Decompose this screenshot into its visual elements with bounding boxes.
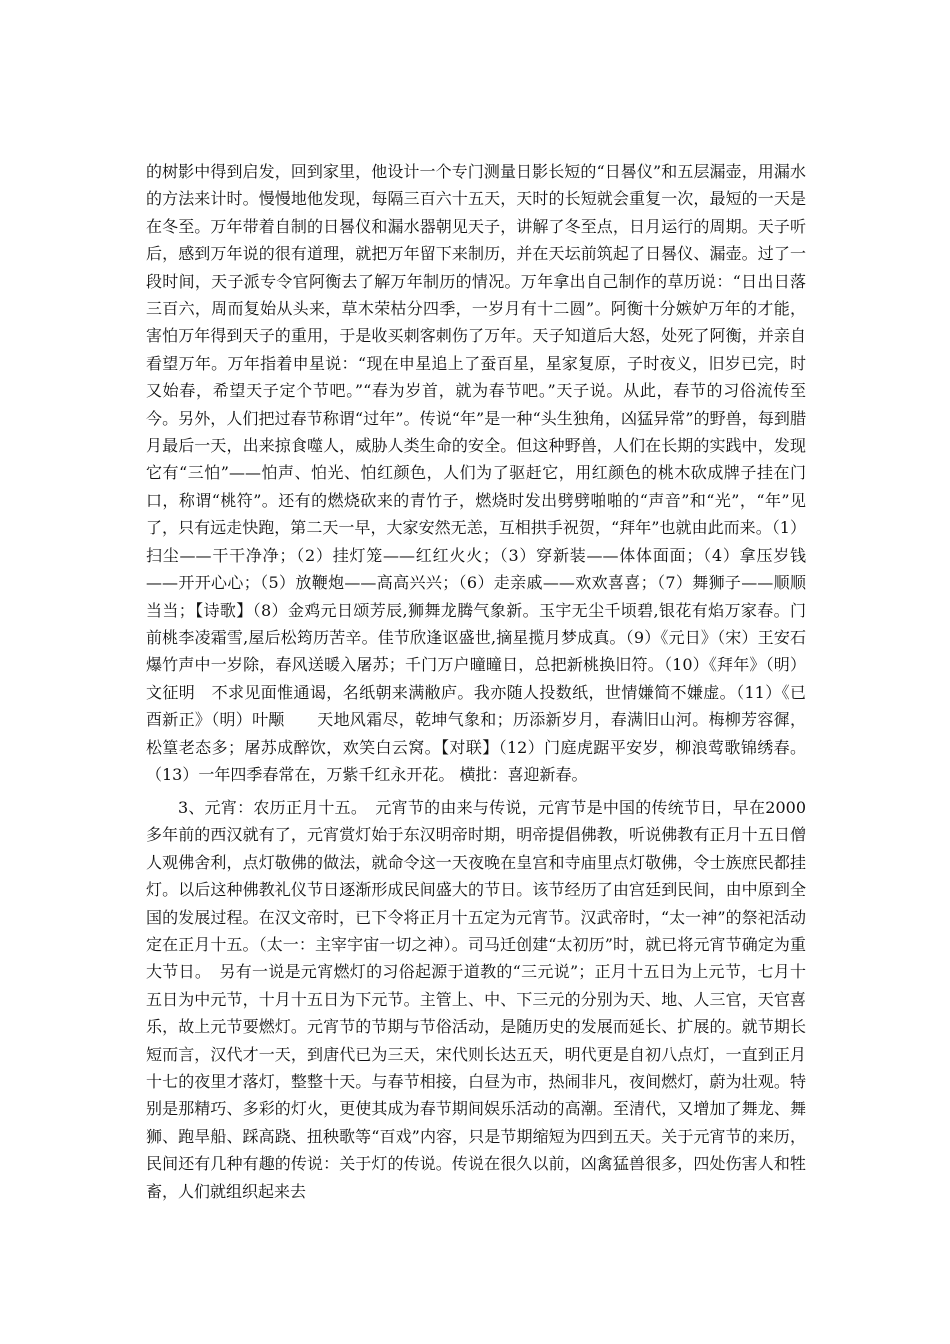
- paragraph-lantern-festival: 3、元宵：农历正月十五。 元宵节的由来与传说，元宵节是中国的传统节日，早在2000多年前的西汉就有了，元宵赏灯始于东汉明帝时期，明帝提倡佛教，听说佛教有正月十五日僧人观佛舍利，点灯敬佛的做法，就命令这一天夜晚在皇宫和寺庙里点灯敬佛，令士族庶民都挂灯。以后这种佛教礼仪节日逐渐形成民间盛大的节日。该节经历了由宫廷到民间，由中原到全国的发展过程。在汉文帝时，已下令将正月十五定为元宵节。汉武帝时，“太一神”的祭祀活动定在正月十五。（太一：主宰宇宙一切之神）。司马迁创建“太初历”时，就已将元宵节确定为重大节日。 另有一说是元宵燃灯的习俗起源于道教的“三元说”；正月十五日为上元节，七月十五日为中元节，十月十五日为下元节。主管上、中、下三元的分别为天、地、人三官，天官喜乐，故上元节要燃灯。元宵节的节期与节俗活动，是随历史的发展而延长、扩展的。就节期长短而言，汉代才一天，到唐代已为三天，宋代则长达五天，明代更是自初八点灯，一直到正月十七的夜里才落灯，整整十天。与春节相接，白昼为市，热闹非凡，夜间燃灯，蔚为壮观。特别是那精巧、多彩的灯火，更使其成为春节期间娱乐活动的高潮。至清代，又增加了舞龙、舞狮、跑旱船、踩高跷、扭秧歌等“百戏”内容，只是节期缩短为四到五天。关于元宵节的来历，民间还有几种有趣的传说：关于灯的传说。传说在很久以前，凶禽猛兽很多，四处伤害人和牲畜，人们就组织起来去: [146, 798, 806, 1201]
- paragraph-spring-festival: 的树影中得到启发，回到家里，他设计一个专门测量日影长短的“日晷仪”和五层漏壶，用漏水的方法来计时。慢慢地他发现，每隔三百六十五天，天时的长短就会重复一次，最短的一天是在冬至。万年带着自制的日晷仪和漏水器朝见天子，讲解了冬至点，日月运行的周期。天子听后，感到万年说的很有道理，就把万年留下来制历，并在天坛前筑起了日晷仪、漏壶。过了一段时间，天子派专令官阿衡去了解万年制历的情况。万年拿出自己制作的草历说：“日出日落三百六，周而复始从头来，草木荣枯分四季，一岁月有十二圆”。阿衡十分嫉妒万年的才能，害怕万年得到天子的重用，于是收买刺客刺伤了万年。天子知道后大怒，处死了阿衡，并亲自看望万年。万年指着申星说：“现在申星追上了蚕百星，星家复原，子时夜义，旧岁已完，时又始春，希望天子定个节吧。”“春为岁首，就为春节吧。”天子说。从此，春节的习俗流传至今。另外，人们把过春节称谓“过年”。传说“年”是一种“头生独角，凶猛异常”的野兽，每到腊月最后一天，出来掠食噬人，威胁人类生命的安全。但这种野兽，人们在长期的实践中，发现它有“三怕”——怕声、怕光、怕红颜色，人们为了驱赶它，用红颜色的桃木砍成牌子挂在门口，称谓“桃符”。还有的燃烧砍来的青竹子，燃烧时发出劈劈啪啪的“声音”和“光”，“年”见了，只有远走快跑，第二天一早，大家安然无恙，互相拱手祝贺，“拜年”也就由此而来。（1）扫尘——干干净净；（2）挂灯笼——红红火火；（3）穿新装——体体面面；（4）拿压岁钱——开开心心；（5）放鞭炮——高高兴兴；（6）走亲戚——欢欢喜喜；（7）舞狮子——顺顺当当；【诗歌】（8）金鸡元日颂芳辰,狮舞龙腾气象新。玉宇无尘千顷碧,银花有焰万家春。门前桃李凌霜雪,屋后松筠历苦辛。佳节欣逢讴盛世,摘星揽月梦成真。（9）《元日》（宋）王安石 爆竹声中一岁除，春风送暖入屠苏；千门万户曈曈日，总把新桃换旧符。（10）《拜年》（明）文征明 不求见面惟通谒，名纸朝来满敝庐。我亦随人投数纸，世情嫌简不嫌虚。（11）《已酉新正》（明）叶颙 天地风霜尽，乾坤气象和；历添新岁月，春满旧山河。梅柳芳容徲，松篁老态多；屠苏成醉饮，欢笑白云窝。【对联】（12）门庭虎踞平安岁，柳浪莺歌锦绣春。（13）一年四季春常在，万紫千红永开花。 横批：喜迎新春。: [146, 162, 839, 784]
